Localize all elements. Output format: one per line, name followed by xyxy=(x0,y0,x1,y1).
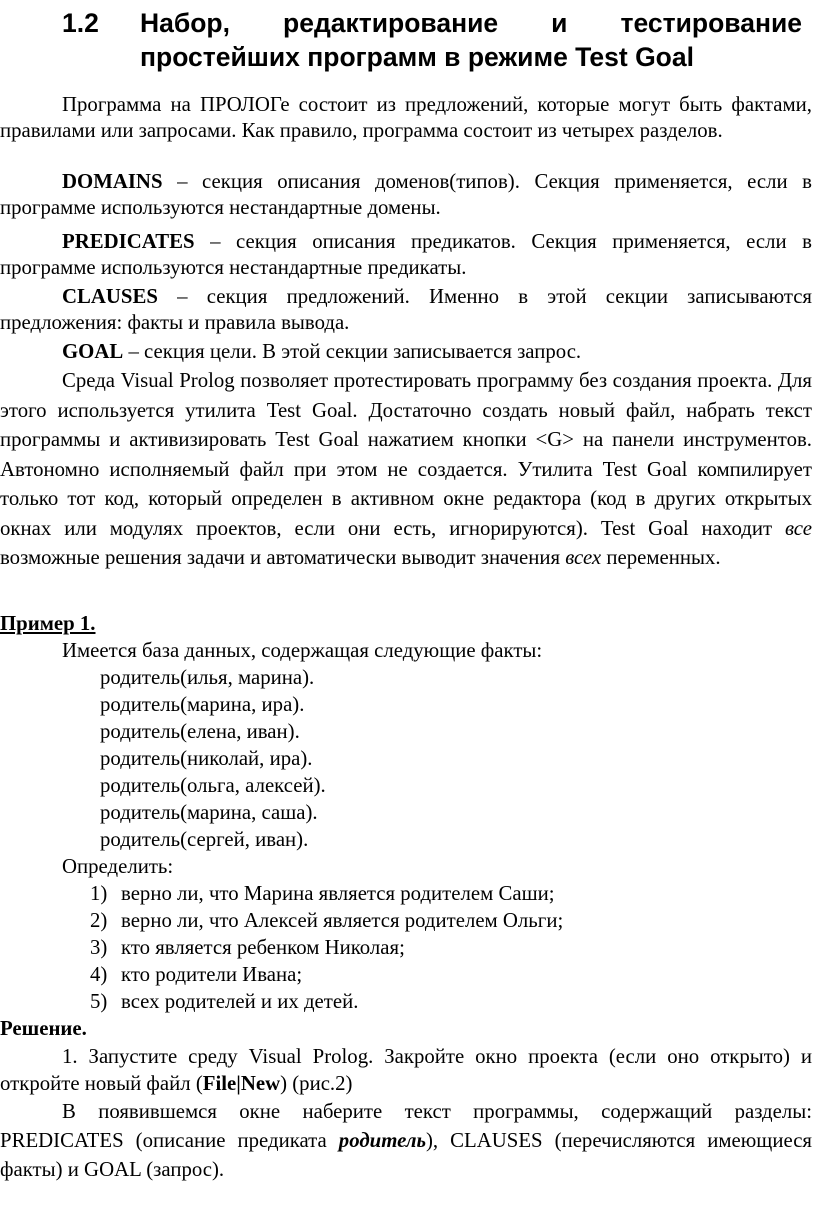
example-intro: Имеется база данных, содержащая следующие факты: xyxy=(62,639,543,662)
task-number: 2) xyxy=(90,909,108,932)
fact-item: родитель(марина, саша). xyxy=(100,801,318,824)
task-text: всех родителей и их детей. xyxy=(121,990,359,1013)
predicate-name: родитель xyxy=(338,1129,426,1152)
emphasis-all-solutions: все xyxy=(785,516,812,540)
goal-description: – секция цели. В этой секции записывается запрос. xyxy=(123,340,582,363)
fact-item: родитель(марина, ира). xyxy=(100,693,305,716)
task-number: 5) xyxy=(90,990,108,1013)
fact-item: родитель(илья, марина). xyxy=(100,666,315,689)
domains-paragraph xyxy=(0,169,812,221)
task-text: кто является ребенком Николая; xyxy=(121,936,405,959)
section-title-line-2: простейших программ в режиме Test Goal xyxy=(140,42,694,72)
clauses-paragraph xyxy=(0,284,812,336)
fact-item: родитель(елена, иван). xyxy=(100,720,300,743)
fact-item: родитель(сергей, иван). xyxy=(100,828,309,851)
goal-paragraph xyxy=(0,339,812,365)
task-number: 4) xyxy=(90,963,108,986)
clauses-description: – секция предложений. Именно в этой секции записываются предложения: факты и правила вывода. xyxy=(0,285,812,334)
solution-step-2: В появившемся окне наберите текст программы, содержащий разделы: PREDICATES (описание предиката родитель), CLAUSES (перечисляются имеющиеся факты) и GOAL (запрос). xyxy=(0,1100,812,1181)
fact-item: родитель(николай, ира). xyxy=(100,747,313,770)
section-number: 1.2 xyxy=(62,8,99,38)
task-number: 1) xyxy=(90,882,108,905)
clauses-term: CLAUSES xyxy=(62,285,158,308)
menu-new: New xyxy=(240,1072,281,1095)
task-text: верно ли, что Алексей является родителем Ольги; xyxy=(121,909,564,932)
menu-file: File xyxy=(202,1072,237,1095)
fact-item: родитель(ольга, алексей). xyxy=(100,774,326,797)
section-title-line-1: Набор, редактирование и тестирование xyxy=(140,8,802,38)
task-text: кто родители Ивана; xyxy=(121,963,303,986)
task-number: 3) xyxy=(90,936,108,959)
task-text: верно ли, что Марина является родителем Саши; xyxy=(121,882,555,905)
predicates-term: PREDICATES xyxy=(62,230,195,253)
predicates-paragraph xyxy=(0,229,812,281)
goal-term: GOAL xyxy=(62,340,124,363)
environment-paragraph: Среда Visual Prolog позволяет протестировать программу без создания проекта. Для этого используется утилита Test Goal. Достаточно создать новый файл, набрать текст программы и активизировать Test Goal нажатием кнопки <G> на панели инструментов. Автономно исполняемый файл при этом не создается. Утилита Test Goal компилирует только тот код, который определен в активном окне редактора (код в других открытых окнах или модулях проектов, если они есть, игнорируются). Test Goal находит все возможные решения задачи и автоматически выводит значения всех переменных. xyxy=(0,369,812,569)
solution-step-1: 1. Запустите среду Visual Prolog. Закройте окно проекта (если оно открыто) и откройте новый файл (File|New) (рис.2) xyxy=(0,1045,812,1095)
domains-term: DOMAINS xyxy=(62,170,163,193)
example-title: Пример 1. xyxy=(0,612,96,635)
determine-label: Определить: xyxy=(62,855,174,878)
emphasis-all-variables: всех xyxy=(565,546,602,569)
domains-description: – секция описания доменов(типов). Секция применяется, если в программе используются нестандартные домены. xyxy=(0,170,812,219)
solution-title: Решение. xyxy=(0,1017,87,1040)
intro-paragraph: Программа на ПРОЛОГе состоит из предложений, которые могут быть фактами, правилами или запросами. Как правило, программа состоит из четырех разделов. xyxy=(0,93,812,142)
predicates-description: – секция описания предикатов. Секция применяется, если в программе используются нестандартные предикаты. xyxy=(0,230,812,279)
